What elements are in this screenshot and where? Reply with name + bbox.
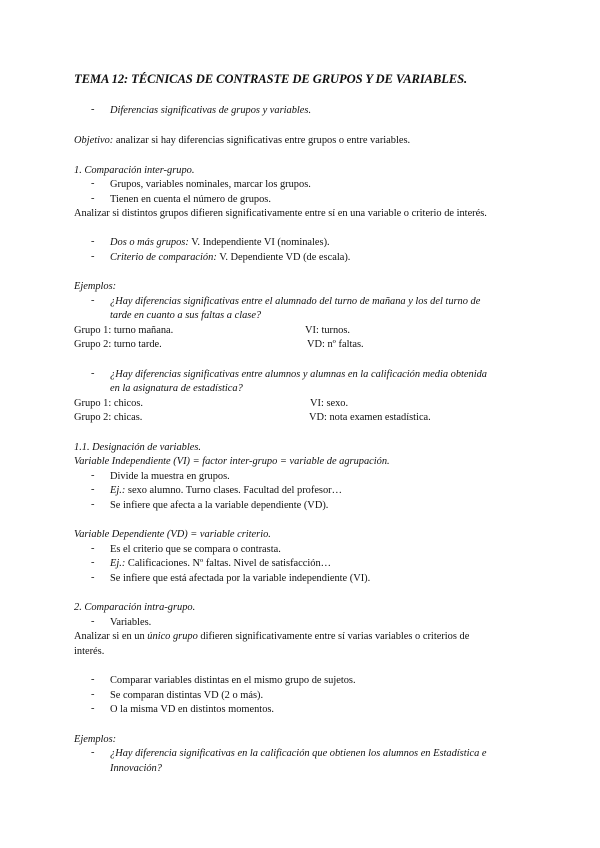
example-2-group-2: Grupo 2: chicas.: [74, 412, 143, 423]
vi-b2-text: sexo alumno. Turno clases. Facultad del profesor…: [125, 485, 343, 496]
bullet-dash: -: [91, 368, 95, 379]
vd-bullet-1: Es el criterio que se compara o contrasta.: [110, 544, 281, 555]
vd-heading: Variable Dependiente (VD) = variable criterio.: [74, 529, 271, 540]
example-q3-line1: ¿Hay diferencia significativas en la calificación que obtienen los alumnos en Estadística e: [110, 748, 487, 759]
example-q3-line2: Innovación?: [110, 763, 162, 774]
document-title: TEMA 12: TÉCNICAS DE CONTRASTE DE GRUPOS Y DE VARIABLES.: [74, 72, 468, 86]
vd-b2-label: Ej.:: [110, 558, 126, 569]
s2-bullet-1: Variables.: [110, 617, 152, 628]
bullet-dash: -: [91, 295, 95, 306]
vi-b2-label: Ej.:: [110, 485, 126, 496]
objective-label: Objetivo: [74, 135, 110, 146]
s1-bullet-2: Tienen en cuenta el número de grupos.: [110, 194, 271, 205]
example-1-vd: VD: nº faltas.: [307, 339, 364, 350]
s1-bullet-4: [110, 251, 350, 264]
vi-bullet-1: Divide la muestra en grupos.: [110, 471, 230, 482]
example-q1-line2: tarde en cuanto a sus faltas a clase?: [110, 310, 262, 321]
example-1-vi: VI: turnos.: [305, 325, 351, 336]
objective-sep: :: [109, 135, 114, 146]
examples-1-heading: Ejemplos:: [74, 281, 117, 292]
examples-2-heading: Ejemplos:: [74, 734, 117, 745]
objective-text: analizar si hay diferencias significativas entre grupos o entre variables.: [113, 135, 411, 146]
example-1-group-1: Grupo 1: turno mañana.: [74, 325, 174, 336]
bullet-dash: -: [91, 484, 95, 495]
bullet-dash: -: [91, 674, 95, 685]
example-1-group-2: Grupo 2: turno tarde.: [74, 339, 162, 350]
bullet-dash: -: [91, 557, 95, 568]
example-2-vd: VD: nota examen estadística.: [309, 412, 431, 423]
s1-bullet-1: Grupos, variables nominales, marcar los grupos.: [110, 179, 311, 190]
vi-bullet-2: [110, 484, 342, 497]
intro-bullet: Diferencias significativas de grupos y variables.: [110, 105, 312, 116]
s2-summary-a: Analizar si en un: [74, 631, 148, 642]
bullet-dash: -: [91, 616, 95, 627]
s2-summary-em: único grupo: [147, 631, 198, 642]
s1-summary: Analizar si distintos grupos difieren significativamente entre sí en una variable o criterio de interés.: [74, 208, 487, 219]
bullet-dash: -: [91, 236, 95, 247]
s2-summary-cont: interés.: [74, 646, 105, 657]
example-q2-line2: en la asignatura de estadística?: [110, 383, 243, 394]
example-q2-line1: ¿Hay diferencias significativas entre alumnos y alumnas en la calificación media obtenida: [110, 369, 487, 380]
bullet-dash: -: [91, 178, 95, 189]
bullet-dash: -: [91, 747, 95, 758]
s1-b4-text: V. Dependiente VD (de escala).: [216, 252, 351, 263]
vd-bullet-2: [110, 557, 331, 570]
section-2-heading: 2. Comparación intra-grupo.: [74, 602, 196, 613]
vd-b2-text: Calificaciones. Nº faltas. Nivel de satisfacción…: [125, 558, 332, 569]
vd-bullet-3: Se infiere que está afectada por la variable independiente (VI).: [110, 573, 371, 584]
section-1-1-heading: 1.1. Designación de variables.: [74, 442, 201, 453]
objective-line: [74, 134, 410, 147]
example-2-vi: VI: sexo.: [310, 398, 349, 409]
bullet-dash: -: [91, 499, 95, 510]
s2-bullet-2: Comparar variables distintas en el mismo grupo de sujetos.: [110, 675, 356, 686]
bullet-dash: -: [91, 193, 95, 204]
bullet-dash: -: [91, 689, 95, 700]
bullet-dash: -: [91, 703, 95, 714]
s1-bullet-3: [110, 236, 330, 249]
vi-heading: Variable Independiente (VI) = factor inter-grupo = variable de agrupación.: [74, 456, 390, 467]
s2-summary-b: difieren significativamente entre sí varias variables o criterios de: [197, 631, 470, 642]
bullet-dash: -: [91, 572, 95, 583]
s2-bullet-4: O la misma VD en distintos momentos.: [110, 704, 275, 715]
s2-summary: [74, 630, 469, 643]
vi-bullet-3: Se infiere que afecta a la variable dependiente (VD).: [110, 500, 329, 511]
bullet-dash: -: [91, 543, 95, 554]
s1-b4-label: Criterio de comparación:: [110, 252, 217, 263]
s1-b3-text: V. Independiente VI (nominales).: [188, 237, 330, 248]
bullet-dash: -: [91, 251, 95, 262]
bullet-dash: -: [91, 104, 95, 115]
s2-bullet-3: Se comparan distintas VD (2 o más).: [110, 690, 264, 701]
example-q1-line1: ¿Hay diferencias significativas entre el alumnado del turno de mañana y los del turno de: [110, 296, 481, 307]
section-1-heading: 1. Comparación inter-grupo.: [74, 165, 195, 176]
bullet-dash: -: [91, 470, 95, 481]
s1-b3-label: Dos o más grupos:: [110, 237, 189, 248]
example-2-group-1: Grupo 1: chicos.: [74, 398, 143, 409]
